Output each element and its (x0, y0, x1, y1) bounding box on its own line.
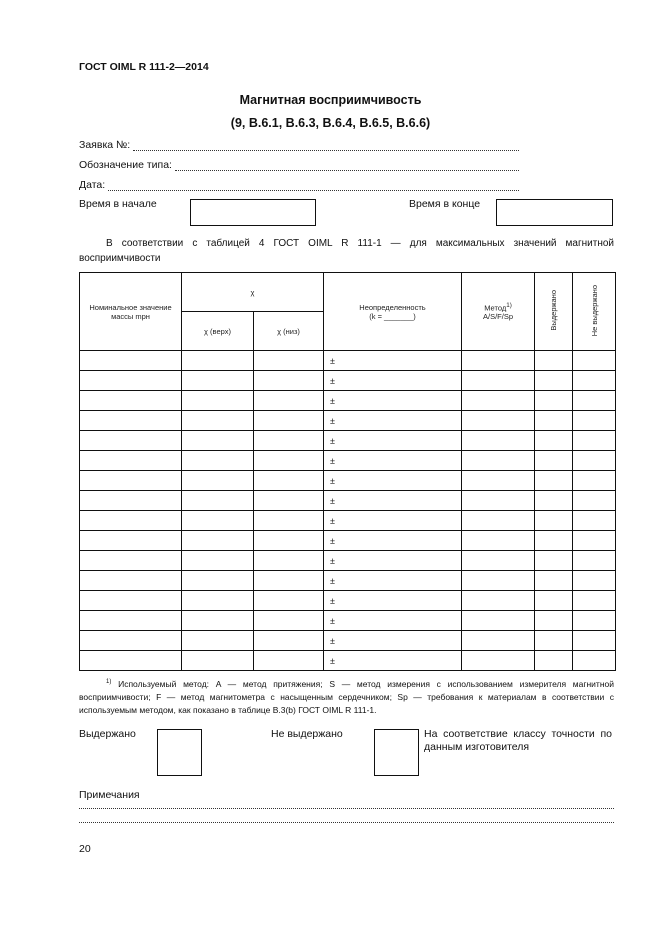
header-chi: χ (182, 273, 324, 312)
failed-vertical-label: Не выдержано (589, 284, 599, 337)
chi-upper-cell[interactable] (182, 511, 254, 531)
chi-upper-cell[interactable] (182, 591, 254, 611)
chi-lower-cell[interactable] (254, 451, 324, 471)
method-cell[interactable] (462, 631, 535, 651)
nominal-mass-cell[interactable] (80, 531, 182, 551)
passed-cell[interactable] (535, 591, 573, 611)
method-cell[interactable] (462, 391, 535, 411)
verdict-failed-label: Не выдержано (271, 728, 343, 740)
chi-upper-cell[interactable] (182, 571, 254, 591)
nominal-mass-cell[interactable] (80, 371, 182, 391)
chi-upper-cell[interactable] (182, 471, 254, 491)
failed-cell[interactable] (573, 611, 616, 631)
notes-line-1[interactable] (79, 808, 614, 809)
nominal-mass-cell[interactable] (80, 611, 182, 631)
chi-upper-cell[interactable] (182, 531, 254, 551)
table-row (80, 411, 616, 431)
failed-cell[interactable] (573, 411, 616, 431)
chi-lower-cell[interactable] (254, 471, 324, 491)
table-row (80, 571, 616, 591)
chi-lower-cell[interactable] (254, 551, 324, 571)
chi-upper-cell[interactable] (182, 651, 254, 671)
table-row (80, 351, 616, 371)
chi-lower-cell[interactable] (254, 571, 324, 591)
document-header: ГОСТ OIML R 111-2—2014 (79, 61, 209, 73)
footnote-text: Используемый метод: A — метод притяжения; S — метод измерения с использованием измерителя магнитной восприимчивости; F — метод магнитометра с насыщенным сердечником; Sp — требования к материалам в соответствии с используемым методом, как показано в таблице B.3(b) ГОСТ OIML R 111-1. (79, 678, 614, 715)
passed-cell[interactable] (535, 351, 573, 371)
failed-cell[interactable] (573, 391, 616, 411)
nominal-mass-cell[interactable] (80, 631, 182, 651)
verdict-passed-label: Выдержано (79, 728, 136, 740)
nominal-mass-cell[interactable] (80, 431, 182, 451)
uncertainty-cell[interactable]: ± (324, 471, 462, 491)
passed-cell[interactable] (535, 531, 573, 551)
passed-cell[interactable] (535, 551, 573, 571)
method-label: Метод (484, 303, 507, 313)
passed-cell[interactable] (535, 491, 573, 511)
table-row (80, 471, 616, 491)
method-cell[interactable] (462, 551, 535, 571)
uncertainty-cell[interactable]: ± (324, 651, 462, 671)
header-method (462, 273, 535, 351)
method-cell[interactable] (462, 511, 535, 531)
passed-cell[interactable] (535, 611, 573, 631)
nominal-mass-cell[interactable] (80, 451, 182, 471)
footnote-mark: 1) (106, 679, 112, 685)
application-label: Заявка №: (79, 139, 131, 151)
header-chi-lower: χ (низ) (254, 312, 324, 351)
start-time-label: Время в начале (79, 198, 157, 210)
table-row (80, 371, 616, 391)
nominal-mass-cell[interactable] (80, 511, 182, 531)
chi-lower-cell[interactable] (254, 531, 324, 551)
date-label: Дата: (79, 179, 106, 191)
nominal-mass-cell[interactable] (80, 411, 182, 431)
chi-upper-cell[interactable] (182, 351, 254, 371)
end-time-label: Время в конце (409, 198, 481, 210)
table-row (80, 651, 616, 671)
page-title: Магнитная восприимчивость (239, 93, 422, 107)
uncertainty-cell[interactable]: ± (324, 631, 462, 651)
method-cell[interactable] (462, 351, 535, 371)
application-dotted-line (133, 141, 519, 151)
uncertainty-cell[interactable]: ± (324, 371, 462, 391)
verdict-failed-box[interactable] (374, 729, 419, 776)
table-row (80, 451, 616, 471)
start-time-box[interactable] (190, 199, 316, 226)
failed-cell[interactable] (573, 651, 616, 671)
uncertainty-cell[interactable]: ± (324, 351, 462, 371)
uncertainty-cell[interactable]: ± (324, 531, 462, 551)
chi-upper-cell[interactable] (182, 631, 254, 651)
table-row (80, 511, 616, 531)
method-cell[interactable] (462, 371, 535, 391)
verdict-passed-box[interactable] (157, 729, 202, 776)
nominal-mass-cell[interactable] (80, 571, 182, 591)
table-row (80, 431, 616, 451)
intro-paragraph: В соответствии с таблицей 4 ГОСТ OIML R 111-1 — для максимальных значений магнитной восприимчивости (79, 238, 614, 264)
failed-cell[interactable] (573, 491, 616, 511)
passed-cell[interactable] (535, 451, 573, 471)
uncertainty-cell[interactable]: ± (324, 591, 462, 611)
uncertainty-cell[interactable]: ± (324, 611, 462, 631)
failed-cell[interactable] (573, 431, 616, 451)
failed-cell[interactable] (573, 511, 616, 531)
nominal-mass-cell[interactable] (80, 351, 182, 371)
type-designation-field[interactable] (79, 159, 519, 171)
passed-cell[interactable] (535, 391, 573, 411)
method-cell[interactable] (462, 571, 535, 591)
uncertainty-cell[interactable]: ± (324, 491, 462, 511)
nominal-mass-cell[interactable] (80, 471, 182, 491)
chi-lower-cell[interactable] (254, 411, 324, 431)
passed-cell[interactable] (535, 571, 573, 591)
passed-cell[interactable] (535, 511, 573, 531)
application-field[interactable] (79, 139, 519, 151)
uncertainty-cell[interactable]: ± (324, 391, 462, 411)
uncertainty-cell[interactable]: ± (324, 411, 462, 431)
table-row (80, 551, 616, 571)
chi-upper-cell[interactable] (182, 611, 254, 631)
table-row (80, 631, 616, 651)
uncertainty-cell[interactable]: ± (324, 511, 462, 531)
passed-cell[interactable] (535, 411, 573, 431)
passed-cell[interactable] (535, 651, 573, 671)
notes-label: Примечания (79, 789, 140, 801)
failed-cell[interactable] (573, 351, 616, 371)
table-row (80, 591, 616, 611)
method-cell[interactable] (462, 411, 535, 431)
passed-cell[interactable] (535, 431, 573, 451)
page-subtitle: (9, B.6.1, B.6.3, B.6.4, B.6.5, B.6.6) (230, 116, 431, 130)
failed-cell[interactable] (573, 631, 616, 651)
date-field[interactable] (79, 179, 519, 191)
method-cell[interactable] (462, 591, 535, 611)
page-number: 20 (79, 843, 91, 855)
chi-upper-cell[interactable] (182, 371, 254, 391)
uncertainty-label: Неопределенность (359, 302, 426, 312)
uncertainty-k: (k = _______) (369, 311, 416, 321)
chi-upper-cell[interactable] (182, 551, 254, 571)
susceptibility-table (79, 272, 616, 671)
uncertainty-cell[interactable]: ± (324, 571, 462, 591)
footnote (79, 676, 614, 717)
table-row (80, 611, 616, 631)
nominal-mass-cell[interactable] (80, 591, 182, 611)
failed-cell[interactable] (573, 571, 616, 591)
table-row (80, 391, 616, 411)
table-row (80, 531, 616, 551)
method-cell[interactable] (462, 611, 535, 631)
chi-lower-cell[interactable] (254, 351, 324, 371)
chi-upper-cell[interactable] (182, 411, 254, 431)
passed-cell[interactable] (535, 631, 573, 651)
header-nominal-mass: Номинальное значение массы mрн (80, 273, 182, 351)
method-cell[interactable] (462, 491, 535, 511)
chi-lower-cell[interactable] (254, 651, 324, 671)
failed-cell[interactable] (573, 531, 616, 551)
header-uncertainty (324, 273, 462, 351)
chi-lower-cell[interactable] (254, 371, 324, 391)
header-failed (573, 273, 616, 351)
method-cell[interactable] (462, 431, 535, 451)
chi-lower-cell[interactable] (254, 591, 324, 611)
header-chi-upper: χ (верх) (182, 312, 254, 351)
nominal-mass-cell[interactable] (80, 551, 182, 571)
conformity-label: На соответствие классу точности по данным изготовителя (424, 728, 612, 753)
chi-lower-cell[interactable] (254, 611, 324, 631)
failed-cell[interactable] (573, 371, 616, 391)
chi-upper-cell[interactable] (182, 431, 254, 451)
chi-upper-cell[interactable] (182, 491, 254, 511)
type-designation-label: Обозначение типа: (79, 159, 172, 171)
notes-line-2[interactable] (79, 822, 614, 823)
method-cell[interactable] (462, 451, 535, 471)
nominal-mass-cell[interactable] (80, 491, 182, 511)
uncertainty-cell[interactable]: ± (324, 451, 462, 471)
failed-cell[interactable] (573, 451, 616, 471)
table-row (80, 491, 616, 511)
chi-lower-cell[interactable] (254, 431, 324, 451)
chi-lower-cell[interactable] (254, 491, 324, 511)
chi-lower-cell[interactable] (254, 391, 324, 411)
chi-upper-cell[interactable] (182, 391, 254, 411)
chi-upper-cell[interactable] (182, 451, 254, 471)
method-cell[interactable] (462, 651, 535, 671)
date-dotted-line (108, 181, 519, 191)
header-passed (535, 273, 573, 351)
failed-cell[interactable] (573, 591, 616, 611)
method-codes: A/S/F/Sp (482, 312, 513, 322)
type-designation-dotted-line (175, 161, 519, 171)
nominal-mass-cell[interactable] (80, 391, 182, 411)
method-footnote-mark: 1) (506, 301, 512, 309)
end-time-box[interactable] (496, 199, 613, 226)
uncertainty-cell[interactable]: ± (324, 431, 462, 451)
uncertainty-cell[interactable]: ± (324, 551, 462, 571)
failed-cell[interactable] (573, 471, 616, 491)
chi-lower-cell[interactable] (254, 631, 324, 651)
passed-cell[interactable] (535, 371, 573, 391)
chi-lower-cell[interactable] (254, 511, 324, 531)
nominal-mass-cell[interactable] (80, 651, 182, 671)
passed-vertical-label: Выдержано (549, 290, 558, 331)
failed-cell[interactable] (573, 551, 616, 571)
passed-cell[interactable] (535, 471, 573, 491)
method-cell[interactable] (462, 471, 535, 491)
method-cell[interactable] (462, 531, 535, 551)
